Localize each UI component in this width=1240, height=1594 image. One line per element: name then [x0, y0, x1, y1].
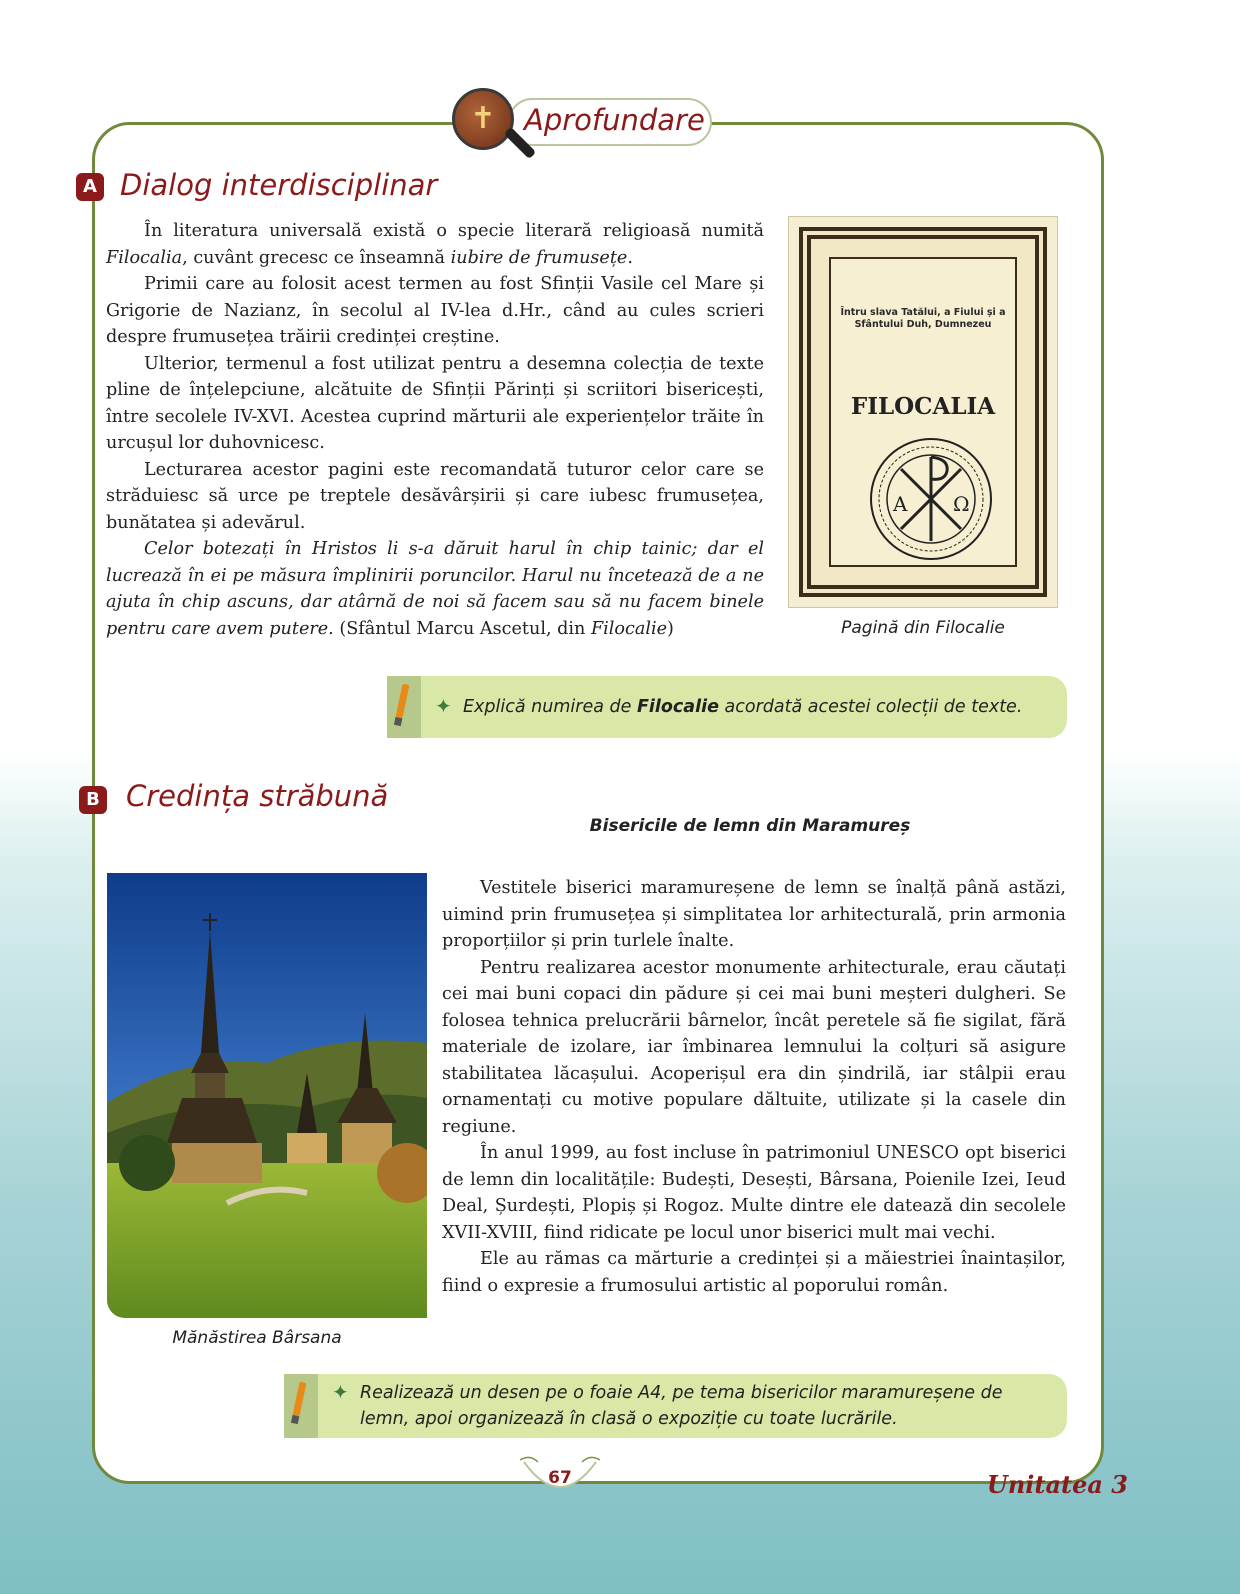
filocalia-title: FILOCALIA — [850, 393, 996, 420]
monastery-illustration — [107, 873, 427, 1318]
section-banner — [452, 88, 722, 168]
task-box-a — [387, 676, 1067, 738]
star-bullet-icon: ✦ — [332, 1380, 349, 1404]
paragraph: În anul 1999, au fost incluse în patrimoniul UNESCO opt biserici de lemn din localitățile: Budești, Desești, Bârsana, Poienile Izei, Ieud Deal, Șurdești, Plopiș și Rogoz. Multe dintre ele datează din secolele XVII-XVIII, fiind ridicate pe locul unor biserici mult mai vechi. — [442, 1143, 1066, 1243]
section-b-title: Credința străbună — [126, 779, 389, 813]
barsana-monastery-photo — [107, 873, 427, 1318]
paragraph: Pentru realizarea acestor monumente arhitecturale, erau căutați cei mai buni copaci din pădure și cei mai buni meșteri dulgheri. Se folosea tehnica prelucrării bârnelor, încât peretele să fie sigilat, fără materiale de izolare, iar îmbinarea lemnului la colțuri să asigure stabilitatea lăcașului. Acoperișul era din șindrilă, iar stâlpii erau ornamentați cu motive populare dăltuite, utilizate și la casele din regiune. — [442, 957, 1066, 1137]
unit-label: Unitatea 3 — [986, 1470, 1128, 1499]
filocalia-page-image — [788, 216, 1058, 608]
omega-letter: Ω — [953, 492, 970, 516]
filocalia-dedication: Întru slava Tatălui, a Fiului și a Sfântului Duh, Dumnezeu — [840, 307, 1006, 330]
task-strip — [284, 1374, 318, 1438]
paragraph: Primii care au folosit acest termen au fost Sfinții Vasile cel Mare și Grigorie de Nazianz, în secolul al IV-lea d.Hr., când au cules scrieri despre frumusețea trăirii credinței creștine. — [106, 274, 764, 347]
task-b-text: Realizează un desen pe o foaie A4, pe tema bisericilor maramureșene de lemn, apoi organizează în clasă o expoziție cu toate lucrările. — [360, 1383, 1003, 1429]
chi-rho-seal-icon — [867, 435, 995, 563]
filocalia-caption: Pagină din Filocalie — [841, 618, 1005, 638]
paragraph: Ulterior, termenul a fost utilizat pentru a desemna colecția de texte pline de înțelepciune, alcătuite de Sfinții Părinți și scriitori bisericești, între secolele IV-XVI. Acestea cuprind mărturii ale experiențelor trăite în urcușul lor duhovnicesc. — [106, 353, 764, 453]
section-a-badge: A — [76, 173, 104, 201]
task-box-b — [284, 1374, 1067, 1438]
task-a-text: Explică numirea de Filocalie acordată acestei colecții de texte. — [463, 697, 1023, 717]
section-b-badge: B — [79, 786, 107, 814]
paragraph: În literatura universală există o specie literară religioasă numită Filocalia, cuvânt grecesc ce înseamnă iubire de frumusețe. — [106, 221, 764, 268]
section-b-text — [442, 875, 1066, 1299]
alpha-letter: A — [893, 492, 908, 516]
filocalia-inner-page — [829, 257, 1017, 567]
bible-magnifier-icon: ✝ — [452, 88, 514, 150]
barsana-caption: Mănăstirea Bârsana — [172, 1328, 342, 1348]
page-number-ornament — [520, 1452, 600, 1508]
paragraph: Vestitele biserici maramureșene de lemn se înalță până astăzi, uimind prin frumusețea și simplitatea lor arhitecturală, prin armonia proporțiilor și prin turlele înalte. — [442, 878, 1066, 951]
star-bullet-icon: ✦ — [435, 694, 452, 718]
paragraph: Lecturarea acestor pagini este recomandată tuturor celor care se străduiesc să urce pe treptele desăvârșirii și care iubesc frumusețea, bunătatea și adevărul. — [106, 459, 764, 533]
section-a-text — [106, 218, 764, 642]
page-number: 67 — [548, 1468, 572, 1488]
pencil-icon — [396, 684, 410, 719]
section-a-title: Dialog interdisciplinar — [120, 168, 438, 202]
task-strip — [387, 676, 421, 738]
ornamental-border — [799, 227, 1047, 597]
pencil-icon — [293, 1382, 307, 1417]
section-b-subtitle: Bisericile de lemn din Maramureș — [589, 816, 911, 836]
banner-label: Aprofundare — [524, 103, 705, 137]
paragraph: Ele au rămas ca mărturie a credinței și a măiestriei înaintașilor, fiind o expresie a frumosului artistic al poporului român. — [442, 1249, 1066, 1296]
quote-paragraph: Celor botezați în Hristos li s-a dăruit harul în chip tainic; dar el lucrează în ei pe măsura împlinirii poruncilor. Harul nu încetează de a ne ajuta în chip ascuns, dar atârnă de noi să facem sau să nu facem binele pentru care avem putere. (Sfântul Marcu Ascetul, din Filocalie) — [106, 539, 764, 639]
